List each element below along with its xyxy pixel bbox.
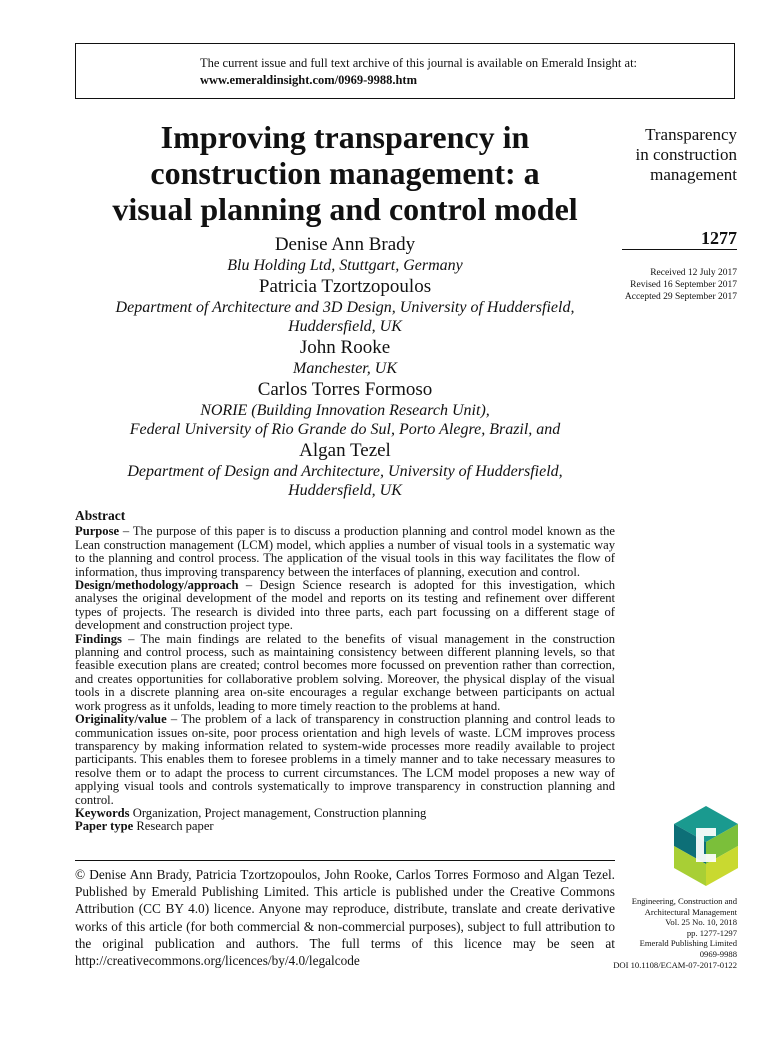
section-text: – The problem of a lack of transparency in construction planning and control leads to communication issues on-site, poor process orientation and high levels of waste. LCM improves process transparency by making information related to system-wide processes more readily available to project participants. This enables them to foresee problems in a timely manner and to take necessary measures to resolve them or to adapt the process to current circumstances. The LCM model proposes a new way of applying visual tools and controls systematically to improve transparency in construction planning and control. xyxy=(75,712,615,807)
running-title-line: in construction xyxy=(635,145,737,164)
revised-date: Revised 16 September 2017 xyxy=(630,280,737,290)
author-list xyxy=(75,233,615,500)
running-title-line: Transparency xyxy=(645,125,737,144)
section-text: – Design Science research is adopted for this investigation, which analyses the original development of the model and reports on its testing and refinement over different types of projects. The research is divided into three parts, each part focussing on a different stage of development and construction project type. xyxy=(75,578,615,633)
section-text: Research paper xyxy=(133,819,214,834)
citation-line: Engineering, Construction and xyxy=(631,896,737,906)
doi-link[interactable]: DOI 10.1108/ECAM-07-2017-0122 xyxy=(613,959,737,970)
author-name: Algan Tezel xyxy=(299,440,391,461)
abstract-keywords xyxy=(75,807,615,820)
emerald-open-access-logo-icon xyxy=(674,806,738,891)
author-affiliation: Department of Architecture and 3D Design, University of Huddersfield, xyxy=(115,299,575,316)
section-label: Paper type xyxy=(75,819,134,834)
section-label: Design/methodology/approach xyxy=(75,578,239,593)
abstract-section xyxy=(75,509,615,834)
abstract-originality xyxy=(75,713,615,807)
sidebar-divider xyxy=(622,249,737,250)
page-number: 1277 xyxy=(701,228,737,248)
running-title xyxy=(600,125,737,185)
journal-url-link[interactable]: www.emeraldinsight.com/0969-9988.htm xyxy=(200,73,417,87)
access-notice: The current issue and full text archive of this journal is available on Emerald Insight at: xyxy=(200,56,638,70)
author-name: John Rooke xyxy=(299,337,391,358)
author-name: Denise Ann Brady xyxy=(274,234,416,255)
section-text: – The purpose of this paper is to discuss a production planning and control model known as the Lean construction management (LCM) model, which applies a number of visual tools in a systematic way to the planning and control process. The application of the visual tools in this way facilitates the flow of information, thus improving transparency between the interfaces of planning, execution and control. xyxy=(75,524,615,579)
license-divider xyxy=(75,860,615,861)
citation-line: Vol. 25 No. 10, 2018 xyxy=(665,917,737,928)
citation-line: pp. 1277-1297 xyxy=(686,927,737,938)
accepted-date: Accepted 29 September 2017 xyxy=(624,292,737,302)
author-name: Carlos Torres Formoso xyxy=(257,379,433,400)
abstract-heading: Abstract xyxy=(75,508,126,523)
author-affiliation: Blu Holding Ltd, Stuttgart, Germany xyxy=(227,257,463,274)
citation-line: 0969-9988 xyxy=(699,948,737,959)
abstract-purpose xyxy=(75,525,615,579)
citation-line: Emerald Publishing Limited xyxy=(639,938,737,949)
received-date: Received 12 July 2017 xyxy=(650,268,737,278)
submission-dates xyxy=(600,267,737,303)
journal-access-box xyxy=(75,43,735,99)
section-label: Purpose xyxy=(75,524,120,539)
abstract-design xyxy=(75,579,615,633)
author-affiliation: Federal University of Rio Grande do Sul, Porto Alegre, Brazil, and xyxy=(129,421,561,438)
author-name: Patricia Tzortzopoulos xyxy=(258,276,432,297)
article-title xyxy=(75,119,615,227)
section-label: Keywords xyxy=(75,805,130,820)
section-label: Findings xyxy=(75,631,122,646)
citation-line: Architectural Management xyxy=(644,906,737,917)
section-text: Organization, Project management, Construction planning xyxy=(129,805,427,820)
journal-citation xyxy=(600,896,737,970)
section-text: – The main findings are related to the benefits of visual management in the construction planning and control process, such as maintaining consistency between different planning levels, so that feasible execution plans are created; control becomes more focussed on prevention rather than correction, and creates opportunities for collaborative problem solving. Moreover, the physical display of the visual tools in a discrete planning area on-site encourages a regular exchange between participants on actual work progress as it unfolds, leading to more timely reaction to the problems at hand. xyxy=(75,631,615,713)
author-affiliation: Huddersfield, UK xyxy=(288,318,402,335)
license-notice: © Denise Ann Brady, Patricia Tzortzopoulos, John Rooke, Carlos Torres Formoso and Algan Tezel. Published by Emerald Publishing Limited. This article is published under the Creative Commons Attribution (CC BY 4.0) licence. Anyone may reproduce, distribute, translate and create derivative works of this article (for both commercial & non-commercial purposes), subject to full attribution to the original publication and authors. The full terms of this licence may be seen at http://creativecommons.org/licences/by/4.0/legalcode xyxy=(75,867,615,969)
author-affiliation: NORIE (Building Innovation Research Unit), xyxy=(200,402,490,419)
abstract-paper-type xyxy=(75,820,615,833)
author-affiliation: Huddersfield, UK xyxy=(288,482,402,499)
title-line: construction management: a xyxy=(150,155,540,191)
abstract-findings xyxy=(75,633,615,713)
author-affiliation: Department of Design and Architecture, University of Huddersfield, xyxy=(127,463,563,480)
running-title-line: management xyxy=(650,165,737,184)
section-label: Originality/value xyxy=(75,712,167,727)
title-line: visual planning and control model xyxy=(112,191,578,227)
title-line: Improving transparency in xyxy=(160,119,530,155)
author-affiliation: Manchester, UK xyxy=(293,360,397,377)
